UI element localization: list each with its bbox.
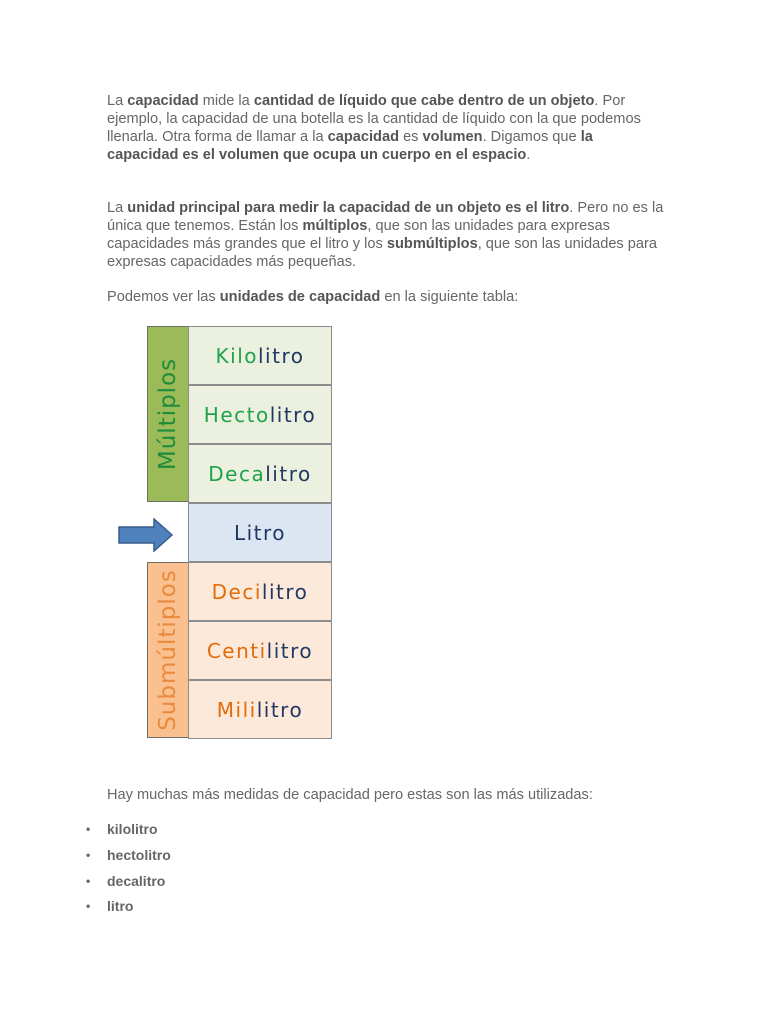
unit-suffix: litro <box>266 638 314 663</box>
unit-suffix: litro <box>265 461 312 486</box>
unit-prefix: Deci <box>211 579 262 604</box>
unit-suffix: litro <box>269 402 317 427</box>
unit-suffix: litro <box>257 343 305 368</box>
unit-row-kilolitro <box>188 326 332 385</box>
multiples-label-box <box>147 326 189 502</box>
unit-prefix: Hecto <box>203 402 270 427</box>
arrow-right-icon <box>118 518 174 552</box>
list-item: • kilolitro <box>107 820 171 838</box>
main-unit-paragraph: La unidad principal para medir la capacidad de un objeto es el litro. Pero no es la única que tenemos. Están los múltiplos, que son las unidades para expresas capacidades más grandes que el litro y los submúltiplos, que son las unidades para expresas capacidades más pequeñas. <box>107 200 664 270</box>
common-units-list <box>70 820 171 923</box>
unit-suffix: litro <box>256 697 304 722</box>
list-item: • litro <box>107 897 171 915</box>
unit-row-decalitro <box>188 444 332 503</box>
unit-prefix: Kilo <box>215 343 258 368</box>
unit-prefix: Centi <box>206 638 267 663</box>
multiples-label: Múltiplos <box>155 357 182 471</box>
unit-prefix: Deca <box>208 461 266 486</box>
unit-row-litro <box>188 503 332 562</box>
intro-paragraph: La capacidad mide la cantidad de líquido que cabe dentro de un objeto. Por ejemplo, la capacidad de una botella es la cantidad de líquido con la que podemos llenarla. Otra forma de llamar a la capacidad es volumen. Digamos que la capacidad es el volumen que ocupa un cuerpo en el espacio. <box>107 93 641 163</box>
list-item: • decalitro <box>107 872 171 890</box>
unit-prefix: Mili <box>216 697 257 722</box>
unit-prefix: Litro <box>233 520 287 545</box>
list-item: • hectolitro <box>107 846 171 864</box>
common-units-paragraph: Hay muchas más medidas de capacidad pero estas son las más utilizadas: <box>107 787 593 803</box>
unit-row-centilitro <box>188 621 332 680</box>
submultiples-label-box <box>147 562 189 738</box>
unit-row-hectolitro <box>188 385 332 444</box>
unit-row-mililitro <box>188 680 332 739</box>
table-intro-paragraph: Podemos ver las unidades de capacidad en la siguiente tabla: <box>107 289 519 305</box>
unit-row-decilitro <box>188 562 332 621</box>
unit-suffix: litro <box>261 579 309 604</box>
submultiples-label: Submúltiplos <box>155 569 182 731</box>
